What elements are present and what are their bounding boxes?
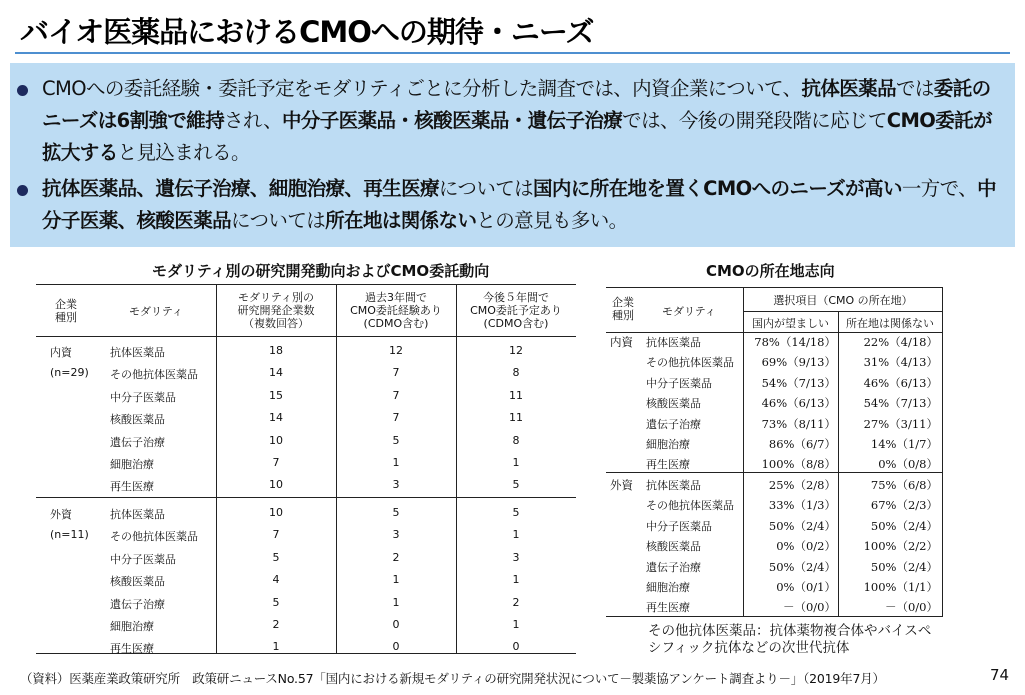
- domestic-pref-cell: －（0/0）: [782, 600, 836, 615]
- modality-cell: その他抗体医薬品: [110, 368, 198, 382]
- header-modality: モダリティ: [129, 305, 183, 318]
- domestic-pref-cell: 50%（2/4）: [768, 518, 836, 533]
- modality-cell: 抗体医薬品: [646, 336, 701, 349]
- company-type-label: 内資: [610, 335, 633, 349]
- any-location-cell: 0%（0/8）: [878, 457, 938, 472]
- summary-box: [10, 63, 1015, 247]
- domestic-pref-cell: 33%（1/3）: [768, 498, 836, 513]
- rd-count-cell: 18: [269, 344, 283, 357]
- header-company-type: 企業 種別: [55, 298, 77, 324]
- any-location-cell: 14%（1/7）: [870, 437, 938, 451]
- page-number: 74: [990, 666, 1010, 684]
- summary-bullet-2: [42, 173, 1002, 237]
- rd-count-cell: 10: [269, 506, 283, 519]
- bullet-2-text: [42, 177, 996, 232]
- modality-cell: 遺伝子治療: [110, 435, 165, 449]
- page-title: バイオ医薬品におけるCMOへの期待・ニーズ: [20, 15, 594, 49]
- header-selection: 選択項目（CMO の所在地）: [773, 294, 913, 307]
- header-any-location: 所在地は関係ない: [846, 317, 934, 330]
- domestic-pref-cell: 69%（9/13）: [761, 355, 836, 370]
- domestic-pref-cell: 86%（6/7）: [768, 437, 836, 451]
- past-cmo-cell: 1: [392, 595, 400, 609]
- emphasis-text: 中分子医薬、核酸医薬品: [42, 177, 996, 232]
- future-cmo-cell: 8: [512, 366, 520, 380]
- rd-count-cell: 4: [272, 573, 280, 587]
- body-text: との意見も多い。: [476, 209, 628, 232]
- future-cmo-cell: 5: [512, 478, 520, 492]
- domestic-pref-cell: 0%（0/2）: [776, 539, 836, 554]
- modality-cell: 中分子医薬品: [646, 376, 712, 390]
- future-cmo-cell: 3: [512, 550, 520, 564]
- body-text: され、: [224, 109, 282, 132]
- header-future-cmo: 今後５年間で CMO委託予定あり (CDMO含む): [470, 291, 562, 330]
- body-text: では、今後の開発段階に応じて: [622, 109, 887, 132]
- future-cmo-cell: 0: [512, 640, 520, 654]
- company-count-label: (n=11): [50, 528, 89, 542]
- company-type-label: 外資: [610, 478, 633, 492]
- modality-cell: その他抗体医薬品: [646, 499, 734, 513]
- any-location-cell: 31%（4/13）: [863, 355, 938, 370]
- modality-cell: 核酸医薬品: [110, 575, 165, 589]
- body-text: については: [438, 177, 534, 200]
- any-location-cell: 100%（1/1）: [863, 580, 938, 594]
- table-rule: [942, 287, 943, 617]
- header-rd-count: モダリティ別の 研究開発企業数 （複数回答）: [237, 291, 315, 330]
- rd-count-cell: 1: [272, 640, 280, 654]
- bullet-dot-icon: [17, 85, 28, 96]
- rd-count-cell: 10: [269, 478, 283, 492]
- modality-cell: 核酸医薬品: [646, 397, 701, 411]
- domestic-pref-cell: 25%（2/8）: [768, 478, 836, 492]
- modality-cell: 再生医療: [110, 642, 154, 656]
- past-cmo-cell: 12: [389, 344, 403, 357]
- future-cmo-cell: 8: [512, 433, 520, 447]
- header-modality: モダリティ: [662, 305, 716, 318]
- domestic-pref-cell: 73%（8/11）: [761, 416, 836, 431]
- table-rule: [606, 616, 943, 617]
- past-cmo-cell: 0: [392, 618, 400, 631]
- table-rule: [36, 497, 576, 498]
- modality-cell: 中分子医薬品: [646, 519, 712, 533]
- past-cmo-cell: 7: [392, 366, 400, 380]
- rd-count-cell: 15: [269, 388, 283, 402]
- emphasis-text: 委託のニーズは6割強で維持: [42, 77, 991, 132]
- rd-trend-table: [36, 284, 576, 654]
- rd-count-cell: 2: [272, 618, 280, 631]
- future-cmo-cell: 5: [512, 506, 520, 519]
- modality-cell: その他抗体医薬品: [646, 356, 734, 370]
- table-rule: [606, 287, 943, 288]
- domestic-pref-cell: 0%（0/1）: [776, 580, 836, 594]
- body-text: と見込まれる。: [117, 141, 250, 164]
- body-text: CMOへの委託経験・委託予定をモダリティごとに分析した調査では、内資企業について、: [42, 77, 802, 100]
- bullet-dot-icon: [17, 185, 28, 196]
- table-rule: [838, 311, 839, 617]
- modality-cell: 遺伝子治療: [646, 560, 701, 574]
- table-rule: [606, 332, 943, 333]
- body-text: では: [895, 77, 934, 100]
- any-location-cell: 54%（7/13）: [863, 396, 938, 411]
- body-text: 一方で、: [901, 177, 978, 200]
- company-count-label: (n=29): [50, 366, 89, 380]
- past-cmo-cell: 5: [392, 506, 400, 519]
- future-cmo-cell: 1: [512, 618, 520, 631]
- past-cmo-cell: 1: [392, 456, 400, 469]
- table-rule: [36, 336, 576, 337]
- bullet-1-text: [42, 77, 992, 164]
- any-location-cell: 46%（6/13）: [863, 375, 938, 390]
- domestic-pref-cell: 100%（8/8）: [761, 457, 836, 472]
- modality-cell: 再生医療: [646, 601, 690, 615]
- summary-bullet-1: [42, 73, 1002, 169]
- modality-cell: 中分子医薬品: [110, 390, 176, 404]
- past-cmo-cell: 0: [392, 640, 400, 654]
- title-underline: [15, 52, 1010, 54]
- rd-count-cell: 14: [269, 366, 283, 380]
- modality-cell: 再生医療: [646, 458, 690, 472]
- domestic-pref-cell: 46%（6/13）: [761, 396, 836, 411]
- domestic-pref-cell: 54%（7/13）: [761, 375, 836, 390]
- emphasis-text: 国内に所在地を置くCMOへのニーズが高い: [533, 177, 902, 200]
- past-cmo-cell: 7: [392, 388, 400, 402]
- body-text: については: [231, 209, 326, 232]
- modality-cell: 核酸医薬品: [646, 540, 701, 554]
- any-location-cell: 50%（2/4）: [870, 518, 938, 533]
- any-location-cell: 27%（3/11）: [863, 416, 938, 431]
- modality-cell: 中分子医薬品: [110, 552, 176, 566]
- emphasis-text: 抗体医薬品: [801, 77, 896, 100]
- modality-cell: 核酸医薬品: [110, 413, 165, 427]
- future-cmo-cell: 2: [512, 595, 520, 609]
- domestic-pref-cell: 78%（14/18）: [754, 335, 836, 349]
- footnote: その他抗体医薬品：抗体薬物複合体やバイスペシフィック抗体などの次世代抗体: [648, 623, 932, 656]
- modality-cell: 細胞治療: [110, 458, 154, 471]
- header-domestic: 国内が望ましい: [752, 317, 829, 330]
- header-company-type: 企業 種別: [612, 296, 634, 322]
- right-table-title: CMOの所在地志向: [706, 262, 835, 280]
- past-cmo-cell: 3: [392, 528, 400, 542]
- past-cmo-cell: 1: [392, 573, 400, 587]
- past-cmo-cell: 2: [392, 550, 400, 564]
- emphasis-text: CMO委託が拡大する: [42, 109, 992, 164]
- emphasis-text: 中分子医薬品・核酸医薬品・遺伝子治療: [281, 109, 623, 132]
- modality-cell: 遺伝子治療: [110, 597, 165, 611]
- modality-cell: 抗体医薬品: [110, 508, 165, 521]
- future-cmo-cell: 1: [512, 528, 520, 542]
- any-location-cell: 50%（2/4）: [870, 559, 938, 574]
- any-location-cell: 22%（4/18）: [863, 335, 938, 349]
- left-table-title: モダリティ別の研究開発動向およびCMO委託動向: [152, 262, 490, 280]
- modality-cell: 抗体医薬品: [646, 479, 701, 492]
- any-location-cell: 67%（2/3）: [870, 498, 938, 513]
- past-cmo-cell: 7: [392, 411, 400, 425]
- future-cmo-cell: 12: [509, 344, 523, 357]
- rd-count-cell: 10: [269, 433, 283, 447]
- modality-cell: 細胞治療: [110, 620, 154, 633]
- cmo-location-table: [606, 287, 943, 617]
- modality-cell: 細胞治療: [646, 438, 690, 451]
- rd-count-cell: 5: [272, 550, 280, 564]
- any-location-cell: 100%（2/2）: [863, 539, 938, 554]
- modality-cell: 遺伝子治療: [646, 417, 701, 431]
- modality-cell: 再生医療: [110, 480, 154, 494]
- any-location-cell: －（0/0）: [884, 600, 938, 615]
- any-location-cell: 75%（6/8）: [870, 478, 938, 492]
- table-rule: [743, 311, 943, 312]
- modality-cell: その他抗体医薬品: [110, 530, 198, 544]
- table-rule: [36, 284, 576, 285]
- rd-count-cell: 5: [272, 595, 280, 609]
- domestic-pref-cell: 50%（2/4）: [768, 559, 836, 574]
- future-cmo-cell: 11: [509, 411, 523, 425]
- modality-cell: 抗体医薬品: [110, 346, 165, 359]
- modality-cell: 細胞治療: [646, 581, 690, 594]
- emphasis-text: 抗体医薬品、遺伝子治療、細胞治療、再生医療: [42, 177, 439, 200]
- future-cmo-cell: 11: [509, 388, 523, 402]
- rd-count-cell: 7: [272, 528, 280, 542]
- future-cmo-cell: 1: [512, 573, 520, 587]
- future-cmo-cell: 1: [512, 456, 520, 469]
- company-type-label: 外資: [50, 508, 72, 521]
- rd-count-cell: 14: [269, 411, 283, 425]
- emphasis-text: 所在地は関係ない: [325, 209, 477, 232]
- company-type-label: 内資: [50, 346, 72, 359]
- past-cmo-cell: 5: [392, 433, 400, 447]
- table-rule: [743, 287, 744, 617]
- source-citation: （資料）医薬産業政策研究所 政策研ニュースNo.57「国内における新規モダリティの研究開発状況について－製薬協アンケート調査より－」（2019年7月）: [20, 671, 885, 686]
- rd-count-cell: 7: [272, 456, 280, 469]
- header-past-cmo: 過去3年間で CMO委託経験あり (CDMO含む): [350, 291, 442, 330]
- past-cmo-cell: 3: [392, 478, 400, 492]
